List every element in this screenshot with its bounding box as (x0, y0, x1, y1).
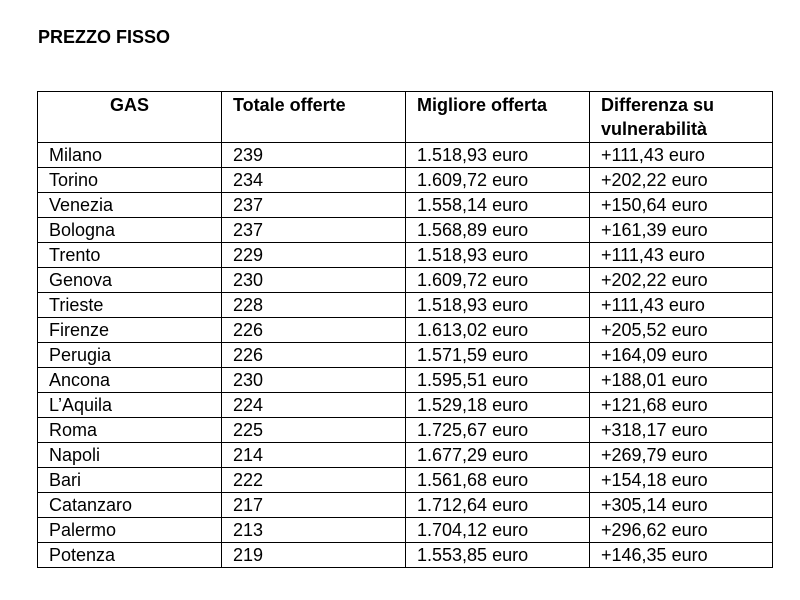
difference-cell: +188,01 euro (590, 368, 773, 393)
difference-cell: +111,43 euro (590, 143, 773, 168)
best-offer-cell: 1.571,59 euro (406, 343, 590, 368)
total-offers-cell: 239 (222, 143, 406, 168)
best-offer-cell: 1.712,64 euro (406, 493, 590, 518)
difference-cell: +111,43 euro (590, 293, 773, 318)
city-cell: Trento (38, 243, 222, 268)
table-row (38, 493, 773, 518)
total-offers-cell: 213 (222, 518, 406, 543)
best-offer-cell: 1.561,68 euro (406, 468, 590, 493)
city-cell: Torino (38, 168, 222, 193)
difference-cell: +296,62 euro (590, 518, 773, 543)
best-offer-cell: 1.613,02 euro (406, 318, 590, 343)
best-offer-cell: 1.609,72 euro (406, 168, 590, 193)
table-row (38, 243, 773, 268)
city-cell: Milano (38, 143, 222, 168)
city-cell: Ancona (38, 368, 222, 393)
difference-cell: +318,17 euro (590, 418, 773, 443)
difference-cell: +202,22 euro (590, 168, 773, 193)
best-offer-cell: 1.518,93 euro (406, 293, 590, 318)
difference-cell: +150,64 euro (590, 193, 773, 218)
best-offer-cell: 1.558,14 euro (406, 193, 590, 218)
best-offer-cell: 1.553,85 euro (406, 543, 590, 568)
best-offer-cell: 1.518,93 euro (406, 243, 590, 268)
difference-cell: +202,22 euro (590, 268, 773, 293)
price-table (37, 91, 773, 568)
table-row (38, 443, 773, 468)
total-offers-cell: 228 (222, 293, 406, 318)
table-row (38, 518, 773, 543)
total-offers-cell: 229 (222, 243, 406, 268)
total-offers-cell: 219 (222, 543, 406, 568)
table-row (38, 143, 773, 168)
table-body (38, 143, 773, 568)
city-cell: Potenza (38, 543, 222, 568)
city-cell: Genova (38, 268, 222, 293)
document-title: PREZZO FISSO (38, 27, 171, 47)
table-row (38, 343, 773, 368)
table-row (38, 418, 773, 443)
city-cell: Napoli (38, 443, 222, 468)
best-offer-cell: 1.595,51 euro (406, 368, 590, 393)
city-cell: Trieste (38, 293, 222, 318)
total-offers-cell: 224 (222, 393, 406, 418)
table-row (38, 193, 773, 218)
total-offers-cell: 217 (222, 493, 406, 518)
difference-cell: +111,43 euro (590, 243, 773, 268)
city-cell: Catanzaro (38, 493, 222, 518)
best-offer-cell: 1.677,29 euro (406, 443, 590, 468)
city-cell: Bologna (38, 218, 222, 243)
total-offers-cell: 214 (222, 443, 406, 468)
table-row (38, 268, 773, 293)
difference-cell: +121,68 euro (590, 393, 773, 418)
header-gas: GAS (38, 92, 222, 143)
city-cell: Perugia (38, 343, 222, 368)
table-row (38, 318, 773, 343)
difference-cell: +154,18 euro (590, 468, 773, 493)
best-offer-cell: 1.609,72 euro (406, 268, 590, 293)
difference-cell: +205,52 euro (590, 318, 773, 343)
header-best-offer: Migliore offerta (406, 92, 590, 143)
city-cell: Venezia (38, 193, 222, 218)
difference-cell: +305,14 euro (590, 493, 773, 518)
header-row (38, 92, 773, 143)
table-header (38, 92, 773, 143)
table-row (38, 543, 773, 568)
best-offer-cell: 1.725,67 euro (406, 418, 590, 443)
best-offer-cell: 1.518,93 euro (406, 143, 590, 168)
difference-cell: +269,79 euro (590, 443, 773, 468)
table-row (38, 218, 773, 243)
total-offers-cell: 230 (222, 368, 406, 393)
difference-cell: +161,39 euro (590, 218, 773, 243)
total-offers-cell: 234 (222, 168, 406, 193)
city-cell: Roma (38, 418, 222, 443)
best-offer-cell: 1.568,89 euro (406, 218, 590, 243)
total-offers-cell: 237 (222, 193, 406, 218)
total-offers-cell: 230 (222, 268, 406, 293)
table-row (38, 368, 773, 393)
total-offers-cell: 225 (222, 418, 406, 443)
table-row (38, 468, 773, 493)
total-offers-cell: 237 (222, 218, 406, 243)
total-offers-cell: 222 (222, 468, 406, 493)
header-difference: Differenza su vulnerabilità (590, 92, 773, 143)
total-offers-cell: 226 (222, 318, 406, 343)
table-row (38, 393, 773, 418)
table-row (38, 293, 773, 318)
difference-cell: +146,35 euro (590, 543, 773, 568)
city-cell: Bari (38, 468, 222, 493)
difference-cell: +164,09 euro (590, 343, 773, 368)
city-cell: Palermo (38, 518, 222, 543)
city-cell: Firenze (38, 318, 222, 343)
total-offers-cell: 226 (222, 343, 406, 368)
header-total-offers: Totale offerte (222, 92, 406, 143)
table-row (38, 168, 773, 193)
city-cell: L’Aquila (38, 393, 222, 418)
best-offer-cell: 1.529,18 euro (406, 393, 590, 418)
best-offer-cell: 1.704,12 euro (406, 518, 590, 543)
